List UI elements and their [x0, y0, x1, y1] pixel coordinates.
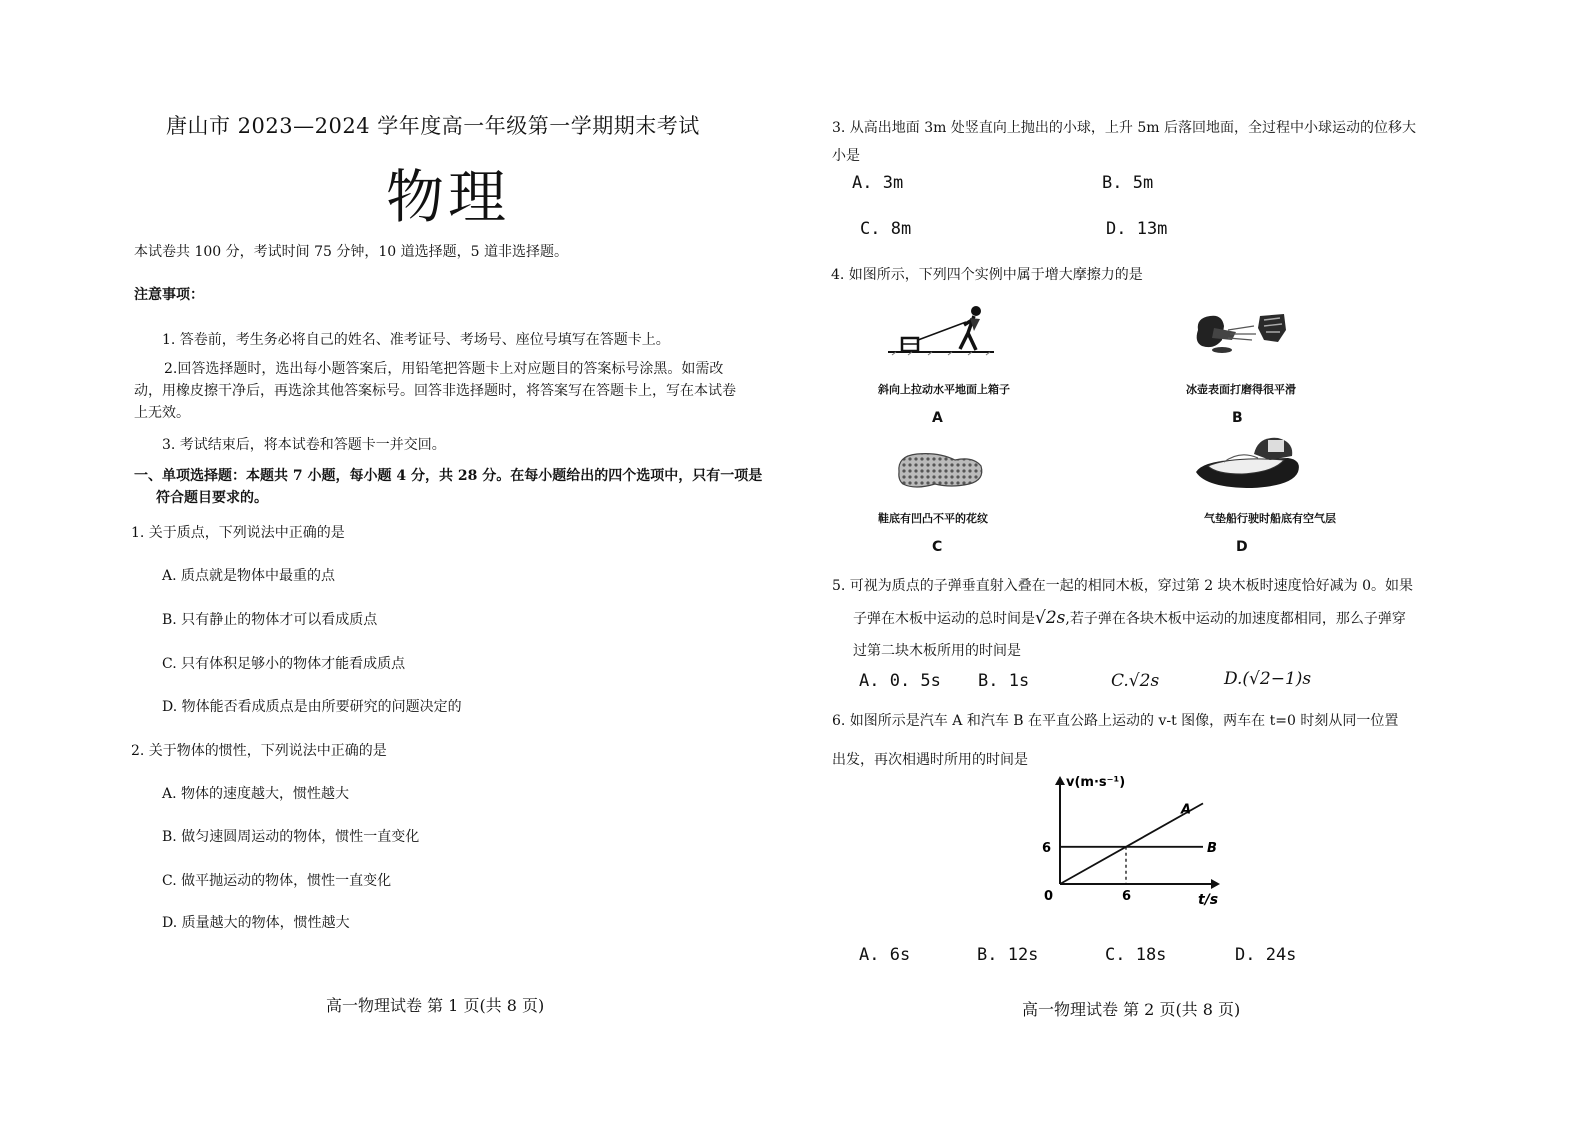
q4-caption-a: 斜向上拉动水平地面上箱子	[878, 383, 1010, 396]
subject-title: 物理	[386, 163, 511, 231]
page-footer-2: 高一物理试卷 第 2 页(共 8 页)	[1022, 1000, 1241, 1019]
q5-stem-line3: 过第二块木板所用的时间是	[853, 643, 1021, 659]
y-axis-arrow	[1055, 776, 1065, 785]
q6-stem-line1: 6. 如图所示是汽车 A 和汽车 B 在平直公路上运动的 v-t 图像，两车在 t=0 时刻从同一位置	[832, 713, 1399, 729]
q4-letter-c: C	[932, 539, 943, 555]
notice-1: 1. 答卷前，考生务必将自己的姓名、准考证号、考场号、座位号填写在答题卡上。	[162, 332, 670, 348]
q4-stem: 4. 如图所示，下列四个实例中属于增大摩擦力的是	[831, 267, 1143, 283]
q1-option-d: D. 物体能否看成质点是由所要研究的问题决定的	[162, 699, 462, 715]
q5-option-c: C.√2s	[1111, 671, 1160, 691]
left-page	[0, 0, 790, 1121]
q5-stem-line2-end: ,若子弹在各块木板中运动的加速度都相同，那么子弹穿	[1065, 611, 1406, 627]
q6-option-a: A. 6s	[859, 945, 911, 965]
q4-letter-a: A	[932, 410, 943, 426]
curling-figure	[1192, 310, 1290, 356]
section-title: 一、单项选择题：本题共 7 小题，每小题 4 分，共 28 分。在每小题给出的四个选项中，只有一项是符合题目要求的。	[134, 468, 763, 506]
q3-option-b: B. 5m	[1102, 173, 1154, 193]
q6-option-b: B. 12s	[977, 945, 1039, 965]
series-label-b: B	[1207, 840, 1217, 856]
right-page	[800, 0, 1586, 1121]
notice-2: 2.回答选择题时，选出每小题答案后，用铅笔把答题卡上对应题目的答案标号涂黑。如需改动，用橡皮擦干净后，再选涂其他答案标号。回答非选择题时，将答案写在答题卡上，写在本试卷上无效。	[134, 361, 736, 421]
origin-label: 0	[1044, 889, 1054, 904]
q5-option-b: B. 1s	[978, 671, 1030, 691]
shoe-sole-figure	[895, 450, 985, 492]
q6-option-c: C. 18s	[1105, 945, 1167, 965]
notice-title: 注意事项：	[134, 287, 204, 303]
q1-stem: 1. 关于质点，下列说法中正确的是	[131, 525, 345, 541]
q1-option-b: B. 只有静止的物体才可以看成质点	[162, 612, 378, 628]
pulling-box-figure	[888, 305, 996, 357]
q5-option-a: A. 0. 5s	[859, 671, 941, 691]
x-axis-arrow	[1211, 879, 1220, 889]
q3-stem-line1: 3. 从高出地面 3m 处竖直向上抛出的小球，上升 5m 后落回地面，全过程中小球运动的位移大	[832, 120, 1416, 136]
page-footer-1: 高一物理试卷 第 1 页(共 8 页)	[326, 996, 545, 1015]
x-tick-label: 6	[1122, 889, 1132, 904]
q5-stem-math: √2s	[1035, 608, 1066, 628]
q4-caption-c: 鞋底有凹凸不平的花纹	[878, 512, 988, 525]
q6-stem-line2: 出发，再次相遇时所用的时间是	[832, 752, 1028, 768]
exam-intro: 本试卷共 100 分，考试时间 75 分钟，10 道选择题，5 道非选择题。	[134, 244, 568, 260]
q2-stem: 2. 关于物体的惯性，下列说法中正确的是	[131, 743, 387, 759]
y-tick-label: 6	[1042, 840, 1052, 856]
q4-letter-b: B	[1232, 410, 1243, 426]
notice-3: 3. 考试结束后，将本试卷和答题卡一并交回。	[162, 437, 446, 453]
vt-chart	[1028, 768, 1228, 914]
q4-caption-d: 气垫船行驶时船底有空气层	[1204, 512, 1336, 525]
q3-stem-line2: 小是	[832, 148, 860, 164]
q1-option-a: A. 质点就是物体中最重的点	[162, 568, 336, 584]
x-axis-label: t/s	[1198, 892, 1219, 908]
q5-stem-line2	[853, 608, 1406, 628]
q3-option-c: C. 8m	[860, 219, 912, 239]
exam-header: 唐山市 2023—2024 学年度高一年级第一学期期末考试	[166, 114, 700, 138]
q2-option-d: D. 质量越大的物体，惯性越大	[162, 915, 350, 931]
q3-option-a: A. 3m	[852, 173, 904, 193]
q5-option-d: D.(√2−1)s	[1224, 669, 1312, 689]
q1-option-c: C. 只有体积足够小的物体才能看成质点	[162, 656, 406, 672]
y-axis-label: v(m·s⁻¹)	[1066, 775, 1126, 790]
q4-caption-b: 冰壶表面打磨得很平滑	[1186, 383, 1296, 396]
q4-letter-d: D	[1236, 539, 1248, 555]
q5-stem-line2-start: 子弹在木板中运动的总时间是	[853, 611, 1035, 627]
series-label-a: A	[1181, 802, 1192, 818]
q2-option-c: C. 做平抛运动的物体，惯性一直变化	[162, 873, 392, 889]
q6-option-d: D. 24s	[1235, 945, 1297, 965]
hovercraft-figure	[1192, 432, 1304, 494]
q2-option-a: A. 物体的速度越大，惯性越大	[162, 786, 350, 802]
q3-option-d: D. 13m	[1106, 219, 1168, 239]
q5-stem-line1: 5. 可视为质点的子弹垂直射入叠在一起的相同木板，穿过第 2 块木板时速度恰好减为 0。如果	[832, 578, 1413, 594]
q2-option-b: B. 做匀速圆周运动的物体，惯性一直变化	[162, 829, 420, 845]
